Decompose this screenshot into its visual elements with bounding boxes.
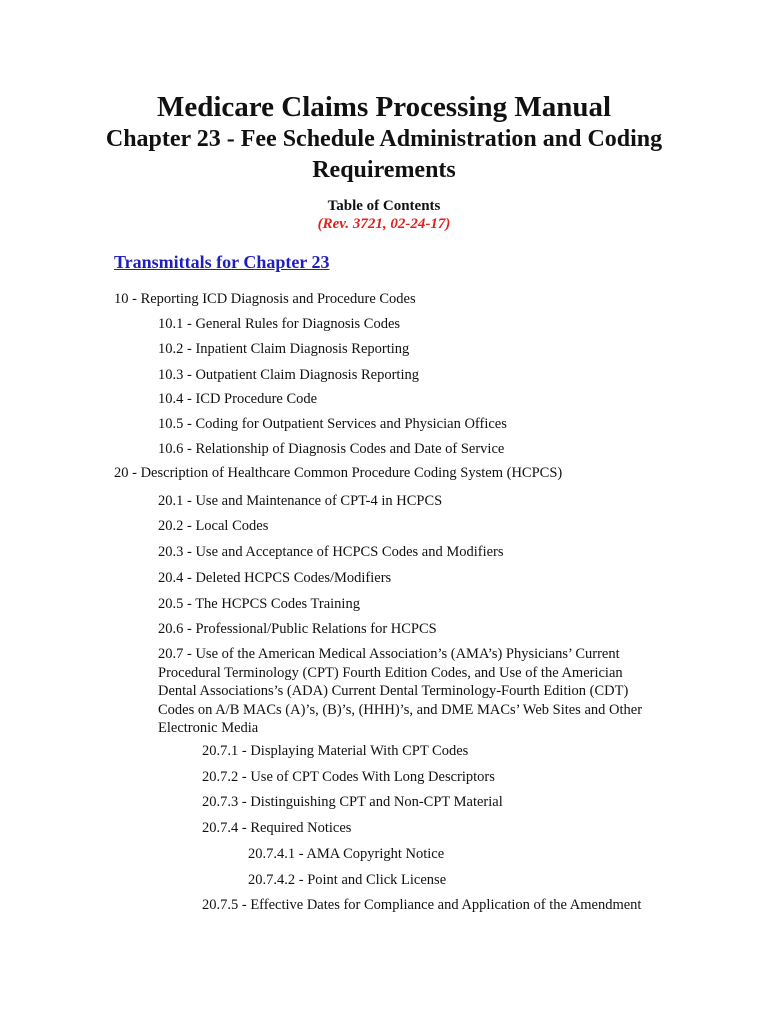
toc-item-20-7-4[interactable]: 20.7.4 - Required Notices [202,820,352,836]
toc-item-20-2[interactable]: 20.2 - Local Codes [158,518,269,534]
toc-item-20-7[interactable]: 20.7 - Use of the American Medical Association’s (AMA’s) Physicians’ Current Procedural Terminology (CPT) Fourth Edition Codes, and Use of the Americian Dental Associations’s (ADA) Current Dental Terminology-Fourth Edition (CDT) Codes on A/B MACs (A)’s, (B)’s, (HHH)’s, and DME MACs’ Web Sites and Other Electronic Media [158,646,643,736]
toc-item-10[interactable]: 10 - Reporting ICD Diagnosis and Procedure Codes [114,291,416,307]
document-title: Medicare Claims Processing Manual [156,91,612,123]
toc-item-20-7-4-1[interactable]: 20.7.4.1 - AMA Copyright Notice [248,846,445,862]
toc-item-10-2[interactable]: 10.2 - Inpatient Claim Diagnosis Reporting [158,341,410,357]
toc-item-20-7-2[interactable]: 20.7.2 - Use of CPT Codes With Long Descriptors [202,769,495,785]
toc-item-20-1[interactable]: 20.1 - Use and Maintenance of CPT-4 in HCPCS [158,493,443,509]
toc-item-10-4[interactable]: 10.4 - ICD Procedure Code [158,391,318,407]
toc-item-20-7-3[interactable]: 20.7.3 - Distinguishing CPT and Non-CPT Material [202,794,503,810]
toc-heading: Table of Contents [327,198,441,214]
transmittals-link[interactable]: Transmittals for Chapter 23 [114,252,330,272]
toc-item-20-3[interactable]: 20.3 - Use and Acceptance of HCPCS Codes and Modifiers [158,544,504,560]
toc-item-10-1[interactable]: 10.1 - General Rules for Diagnosis Codes [158,316,401,332]
toc-item-20-4[interactable]: 20.4 - Deleted HCPCS Codes/Modifiers [158,570,392,586]
toc-item-20-7-1[interactable]: 20.7.1 - Displaying Material With CPT Codes [202,743,469,759]
toc-item-20-6[interactable]: 20.6 - Professional/Public Relations for HCPCS [158,621,437,637]
toc-item-10-3[interactable]: 10.3 - Outpatient Claim Diagnosis Reporting [158,367,419,383]
toc-item-20-7-5[interactable]: 20.7.5 - Effective Dates for Compliance and Application of the Amendment [202,897,642,913]
revision-note: (Rev. 3721, 02-24-17) [317,216,451,232]
toc-item-20-5[interactable]: 20.5 - The HCPCS Codes Training [158,596,360,612]
chapter-title: Chapter 23 - Fee Schedule Administration and Coding Requirements [105,126,663,183]
toc-item-20-7-4-2[interactable]: 20.7.4.2 - Point and Click License [248,872,447,888]
toc-item-10-5[interactable]: 10.5 - Coding for Outpatient Services and Physician Offices [158,416,507,432]
toc-item-10-6[interactable]: 10.6 - Relationship of Diagnosis Codes and Date of Service [158,441,505,457]
toc-item-20[interactable]: 20 - Description of Healthcare Common Procedure Coding System (HCPCS) [114,465,563,481]
